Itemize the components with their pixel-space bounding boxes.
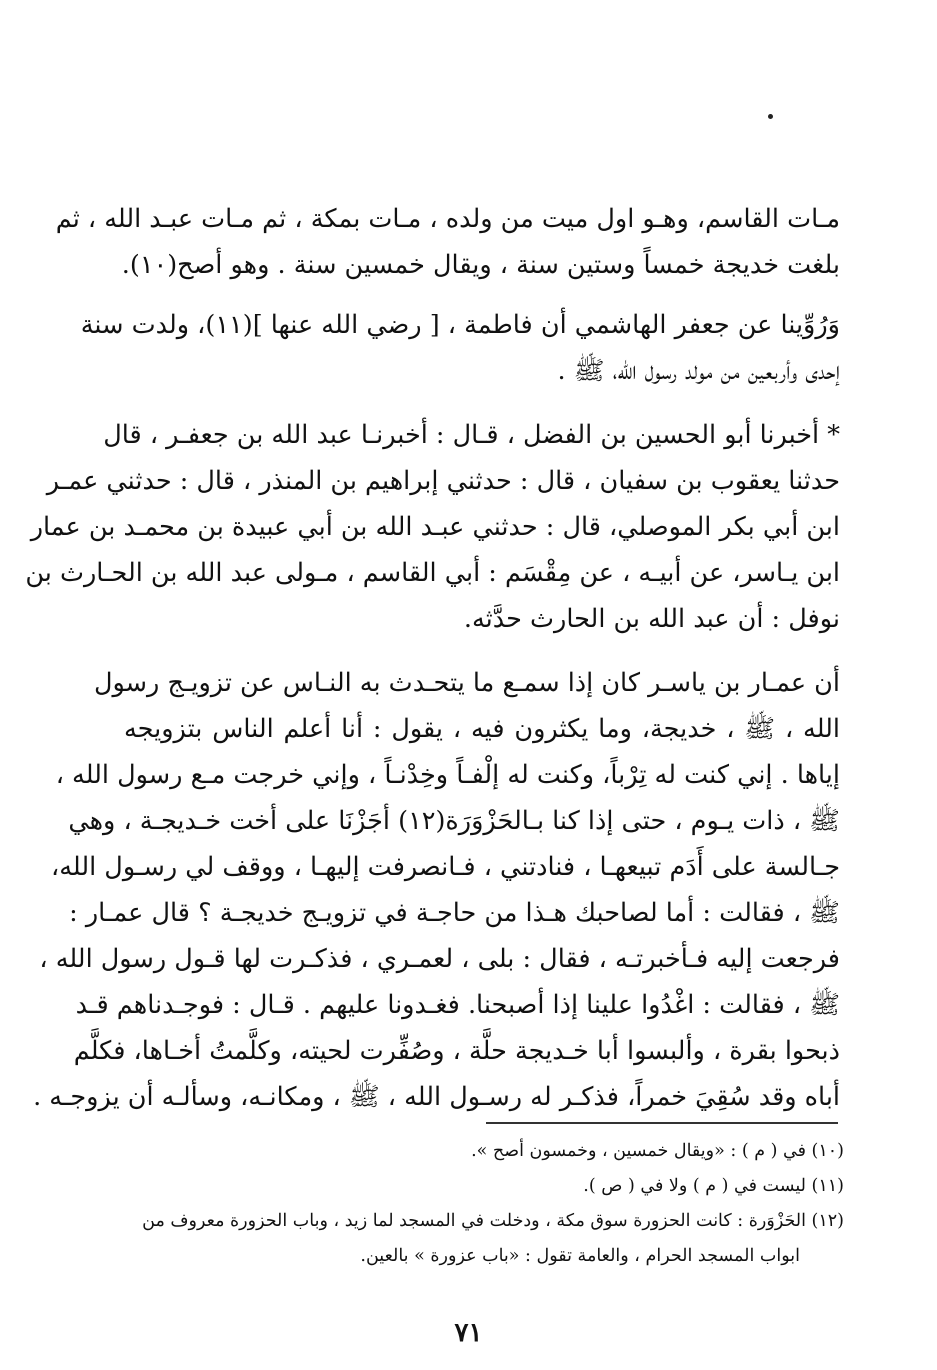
text-line: بلغت خديجة خمساً وستين سنة ، ويقال خمسين سنة . وهو أصح(١٠). bbox=[121, 250, 840, 280]
text-line: نوفل : أن عبد الله بن الحارث حدَّثه. bbox=[463, 604, 840, 634]
footnote-12-continuation: ابواب المسجد الحرام ، والعامة تقول : «باب عزورة » بالعين. bbox=[360, 1246, 800, 1266]
text-line: مـات القاسم، وهـو اول ميت من ولده ، مـات بمكة ، ثم مـات عبـد الله ، ثم bbox=[55, 204, 840, 234]
text-line: إحدى وأربعين من مولد رسول الله، ﷺ . bbox=[557, 356, 840, 386]
text-line: فرجعت إليه فـأخبرتـه ، فقال : بلى ، لعمـري ، فذكـرت لها قـول رسول الله ، bbox=[39, 944, 840, 974]
paragraph-1 bbox=[55, 196, 840, 288]
text-line: الله ، ﷺ ، خديجة، وما يكثرون فيه ، يقول : أنا أعلم الناس بتزويجه bbox=[124, 714, 840, 744]
page-number: ٧١ bbox=[454, 1318, 483, 1348]
paragraph-2 bbox=[80, 302, 840, 394]
footnote-12: (١٢) الحَزْوَرة : كانت الحزورة سوق مكة ، ودخلت في المسجد لما زيد ، وباب الحزورة معروف من bbox=[142, 1211, 844, 1231]
stray-dot-mark bbox=[768, 114, 773, 119]
text-line: أباه وقد سُقِيَ خمراً، فذكـر له رسـول الله ، ﷺ ، ومكانـه، وسألـه أن يزوجـه . bbox=[33, 1082, 840, 1112]
footnote-11: (١١) ليست في ( م ) ولا في ( ص ). bbox=[583, 1176, 844, 1196]
paragraph-4 bbox=[33, 660, 840, 1120]
footnotes bbox=[124, 1134, 844, 1274]
text-line: ﷺ ، ذات يـوم ، حتى إذا كنا بـالحَزْوَرَة(١٢) أجَزْنَا على أخت خـديجـة ، وهي bbox=[68, 806, 840, 836]
paragraph-3 bbox=[25, 412, 840, 642]
text-line: ابن أبي بكر الموصلي، قال : حدثني عبـد الله بن أبي عبيدة بن محمـد بن عمار bbox=[30, 512, 840, 542]
main-text bbox=[25, 196, 840, 1120]
footnote-divider bbox=[486, 1122, 838, 1124]
text-line: وَرُوِّينا عن جعفر الهاشمي أن فاطمة ، [ رضي الله عنها ](١١)، ولدت سنة bbox=[80, 310, 840, 340]
text-line: * أخبرنا أبو الحسين بن الفضل ، قـال : أخبرنـا عبد الله بن جعفـر ، قال bbox=[103, 420, 840, 450]
text-line: حدثنا يعقوب بن سفيان ، قال : حدثني إبراهيم بن المنذر ، قال : حدثني عمـر bbox=[46, 466, 840, 496]
text-line: إياها . إني كنت له تِرْباً، وكنت له إلْفـاً وخِدْنـاً ، وإني خرجت مـع رسول الله ، bbox=[55, 760, 840, 790]
footnote-10: (١٠) في ( م ) : «ويقال خمسين ، وخمسون أصح ». bbox=[471, 1141, 844, 1161]
text-line: ابن يـاسر، عن أبيـه ، عن مِقْسَم : أبي القاسم ، مـولى عبد الله بن الحـارث بن bbox=[25, 558, 840, 588]
text-line: جـالسة على أَدَم تبيعهـا ، فنادتني ، فـانصرفت إليهـا ، ووقف لي رسـول الله، bbox=[50, 852, 840, 882]
text-line: ذبحوا بقرة ، وألبسوا أبا خـديجة حلَّة ، وصُفِّرت لحيته، وكلَّمتُ أخـاها، فكلَّم bbox=[73, 1036, 840, 1066]
text-line: أن عمـار بن ياسـر كان إذا سمـع ما يتحـدث به النـاس عن تزويـج رسول bbox=[93, 668, 840, 698]
text-line: ﷺ ، فقالت : اغْدُوا علينا إذا أصبحنا. فغـدونا عليهم . قـال : فوجـدناهم قـد bbox=[75, 990, 840, 1020]
text-line: ﷺ ، فقالت : أما لصاحبك هـذا من حاجـة في تزويـج خديجـة ؟ قال عمـار : bbox=[69, 898, 840, 928]
